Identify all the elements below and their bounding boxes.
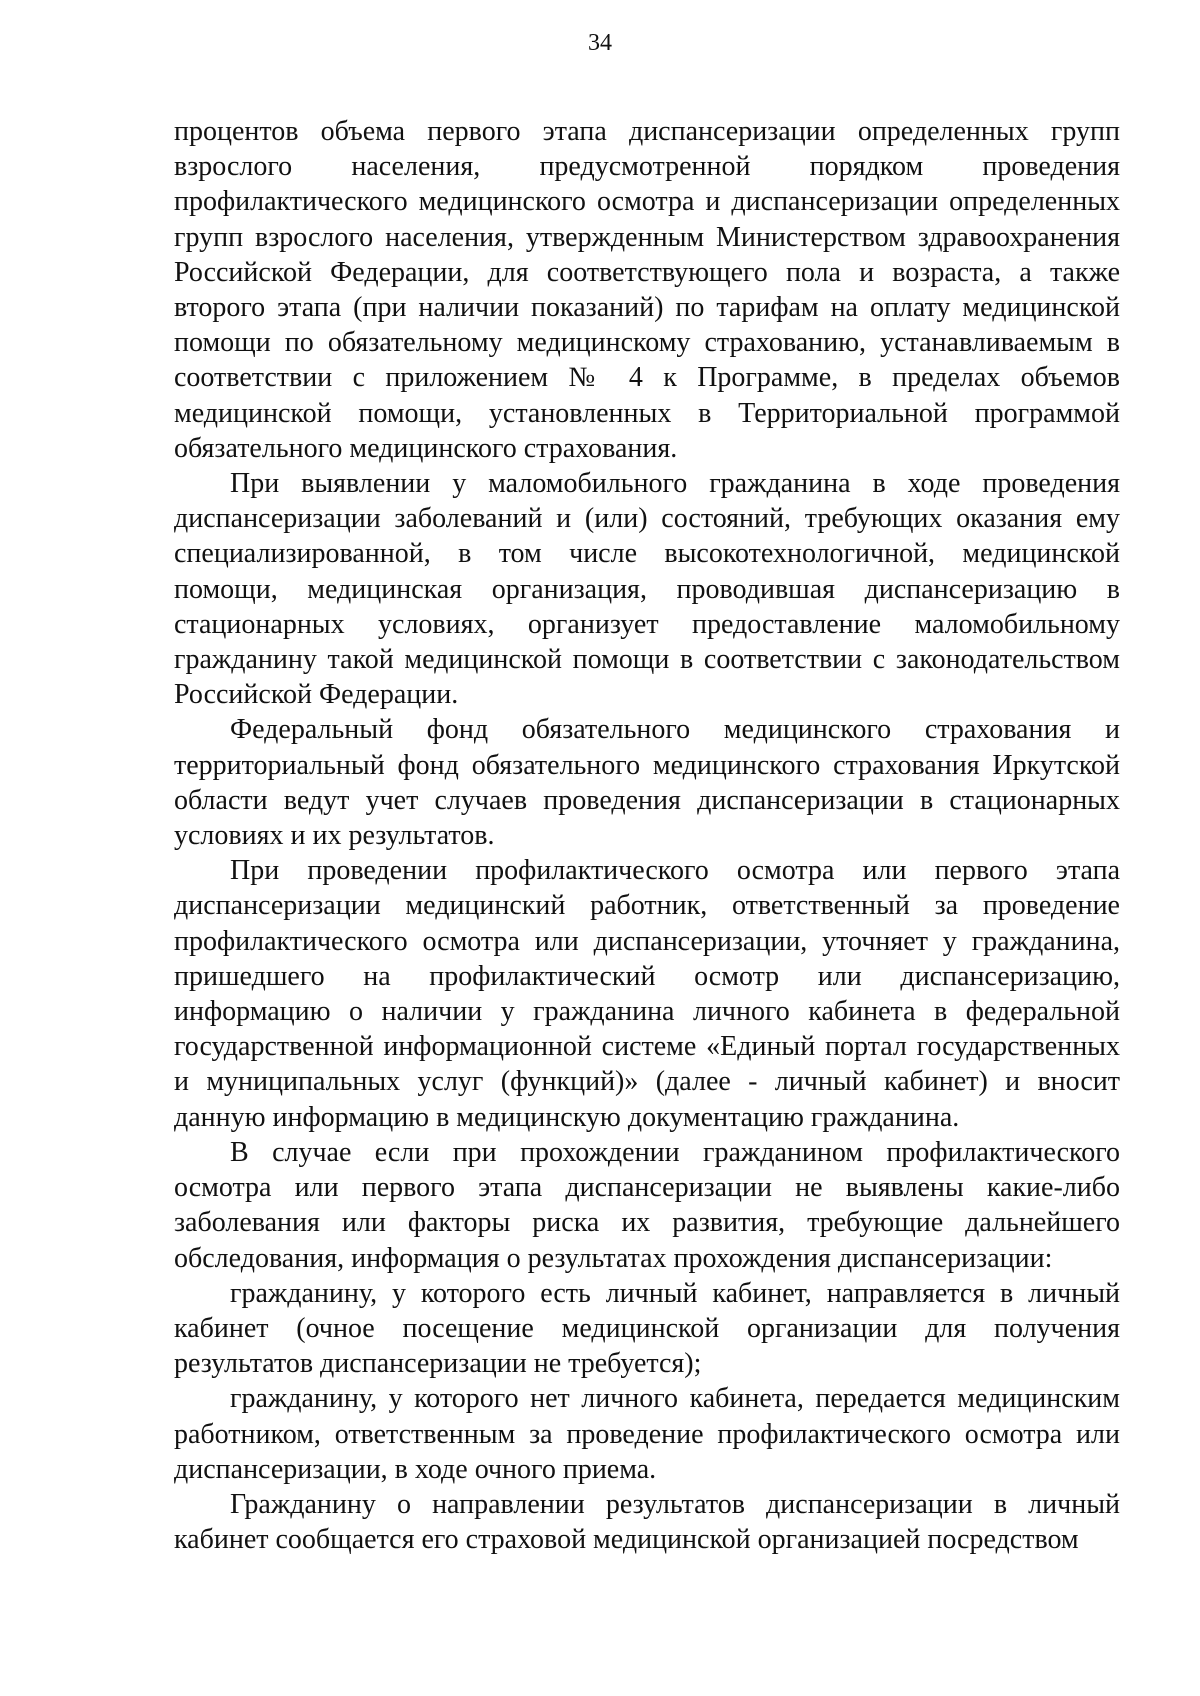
page-number: 34 [588,30,612,56]
paragraph: Федеральный фонд обязательного медицинского страхования и территориальный фонд обязательного медицинского страхования Иркутской области ведут учет случаев проведения диспансеризации в стационарных условиях и их результатов. [174,714,1120,852]
paragraph: При проведении профилактического осмотра или первого этапа диспансеризации медицинский работник, ответственный за проведение профилактического осмотра или диспансеризации, уточняет у гражданина, пришедшего на профилактический осмотр или диспансеризацию, информацию о наличии у гражданина личного кабинета в федеральной государственной информационной системе «Единый портал государственных и муниципальных услуг (функций)» (далее - личный кабинет) и вносит данную информацию в медицинскую документацию гражданина. [174,855,1120,1133]
paragraph: В случае если при прохождении гражданином профилактического осмотра или первого этапа диспансеризации не выявлены какие-либо заболевания или факторы риска их развития, требующие дальнейшего обследования, информация о результатах прохождения диспансеризации: [174,1136,1120,1274]
document-body [174,114,1120,1557]
paragraph: гражданину, у которого нет личного кабинета, передается медицинским работником, ответственным за проведение профилактического осмотра или диспансеризации, в ходе очного приема. [174,1383,1120,1485]
paragraph-continuation: процентов объема первого этапа диспансеризации определенных групп взрослого населения, предусмотренной порядком проведения профилактического медицинского осмотра и диспансеризации определенных групп взрослого населения, утвержденным Министерством здравоохранения Российской Федерации, для соответствующего пола и возраста, а также второго этапа (при наличии показаний) по тарифам на оплату медицинской помощи по обязательному медицинскому страхованию, устанавливаемым в соответствии с приложением № 4 к Программе, в пределах объемов медицинской помощи, установленных в Территориальной программой обязательного медицинского страхования. [174,116,1120,464]
paragraph: Гражданину о направлении результатов диспансеризации в личный кабинет сообщается его страховой медицинской организацией посредством [174,1488,1120,1556]
paragraph: При выявлении у маломобильного гражданина в ходе проведения диспансеризации заболеваний и (или) состояний, требующих оказания ему специализированной, в том числе высокотехнологичной, медицинской помощи, медицинская организация, проводившая диспансеризацию в стационарных условиях, организует предоставление маломобильному гражданину такой медицинской помощи в соответствии с законодательством Российской Федерации. [174,468,1120,711]
paragraph: гражданину, у которого есть личный кабинет, направляется в личный кабинет (очное посещение медицинской организации для получения результатов диспансеризации не требуется); [174,1277,1120,1380]
